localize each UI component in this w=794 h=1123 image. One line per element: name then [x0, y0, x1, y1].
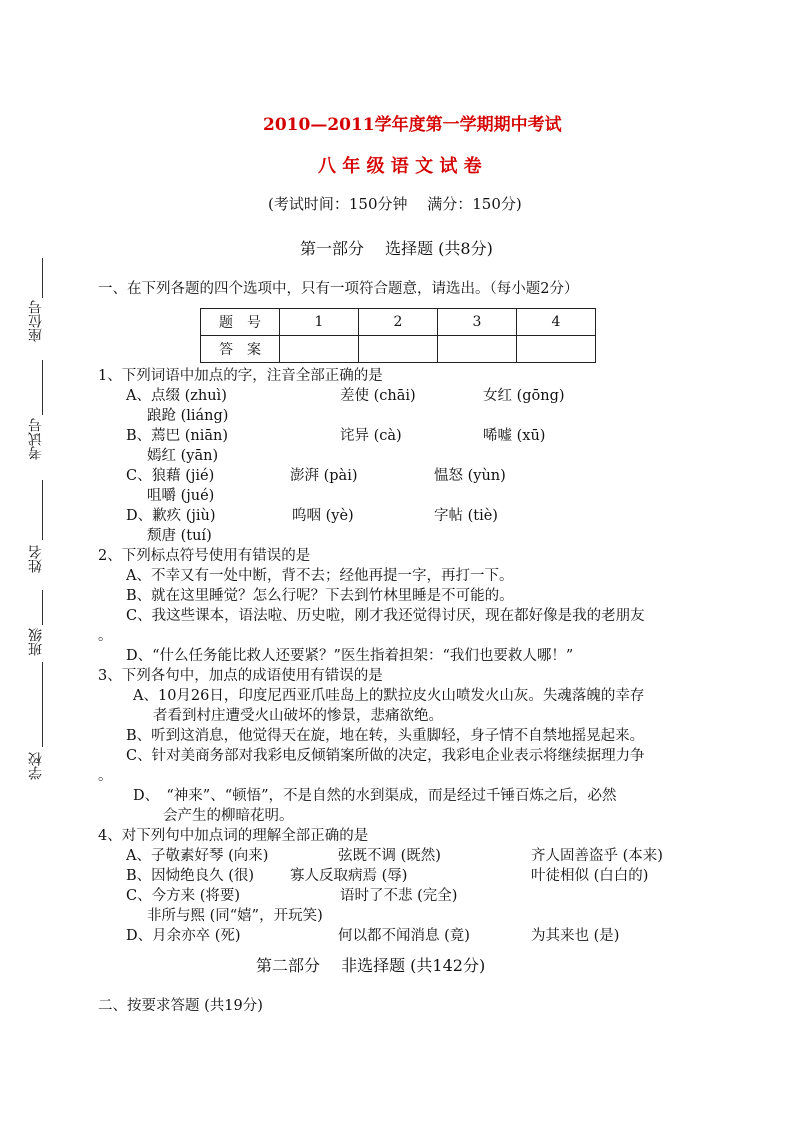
q1-option-d4: 颓唐 (tuí)	[147, 528, 212, 544]
school-label: 学校	[28, 752, 44, 780]
exam-number-line	[42, 360, 43, 415]
q3-option-d-cont: 会产生的柳暗花明。	[163, 808, 294, 824]
q1-option-c1: C、狼藉 (jié)	[126, 468, 215, 484]
q4-option-b1: B、因恸绝良久 (很)	[126, 868, 255, 884]
q2-option-c-tail: 。	[98, 628, 113, 644]
q2-option-a: A、不幸又有一处中断，背不去；经他再提一字，再打一下。	[126, 568, 514, 584]
seat-number-label: 座位号	[28, 300, 44, 342]
q1-option-a1: A、点缀 (zhuì)	[126, 388, 227, 404]
q3-option-c-tail: 。	[98, 768, 113, 784]
exam-info: (考试时间：150分钟 满分：150分)	[268, 195, 522, 213]
q1-option-b4: 嫣红 (yān)	[147, 448, 219, 464]
table-cell: 3	[438, 309, 517, 336]
q1-option-c2: 澎湃 (pài)	[290, 468, 358, 484]
q4-option-d2: 何以都不闻消息 (竟)	[338, 928, 470, 944]
part1-instruction: 一、在下列各题的四个选项中，只有一项符合题意，请选出。（每小题2分）	[98, 281, 579, 297]
class-label: 班级	[28, 628, 44, 656]
q3-option-b: B、听到这消息，他觉得天在旋，地在转，头重脚轻，身子情不自禁地摇晃起来。	[126, 728, 645, 744]
q1-option-d3: 字帖 (tiè)	[434, 508, 498, 524]
table-row-label: 答 案	[201, 336, 280, 363]
q4-option-c1: C、今方来 (将要)	[126, 888, 241, 904]
q2-stem: 2、下列标点符号使用有错误的是	[98, 548, 311, 564]
q3-option-d: D、 “神来”、“顿悟”，不是自然的水到渠成，而是经过千锤百炼之后，必然	[133, 788, 617, 804]
table-row-label: 题 号	[201, 309, 280, 336]
paper-subtitle: 八 年 级 语 文 试 卷	[318, 156, 482, 177]
q1-option-d2: 呜咽 (yè)	[292, 508, 354, 524]
q4-option-b3: 叶徒相似 (白白的)	[531, 868, 649, 884]
class-line	[42, 590, 43, 625]
q1-option-d1: D、歉疚 (jiù)	[126, 508, 216, 524]
section2-heading: 二、按要求答题 (共19分)	[98, 998, 263, 1014]
q2-option-b: B、就在这里睡觉？怎么行呢？下去到竹林里睡是不可能的。	[126, 588, 514, 604]
q3-option-c: C、针对美商务部对我彩电反倾销案所做的决定，我彩电企业表示将继续据理力争	[126, 748, 645, 764]
part2-heading: 第二部分 非选择题 (共142分)	[256, 956, 486, 975]
q1-option-b3: 唏嘘 (xū)	[483, 428, 546, 444]
answer-table	[200, 308, 596, 363]
q3-option-a-cont: 者看到村庄遭受火山破坏的惨景，悲痛欲绝。	[153, 708, 443, 724]
answer-cell-4[interactable]	[517, 336, 596, 363]
q3-stem: 3、下列各句中，加点的成语使用有错误的是	[98, 668, 383, 684]
q1-option-a3: 女红 (gōng)	[483, 388, 565, 404]
q1-option-b2: 诧异 (cà)	[340, 428, 402, 444]
q1-option-c4: 咀嚼 (jué)	[147, 488, 215, 504]
q4-option-a3: 齐人固善盗乎 (本来)	[531, 848, 663, 864]
name-line	[42, 480, 43, 540]
q4-option-b2: 寡人反取病焉 (辱)	[290, 868, 408, 884]
answer-cell-2[interactable]	[359, 336, 438, 363]
q1-option-a4: 踉跄 (liáng)	[147, 408, 229, 424]
q4-option-a1: A、子敬素好琴 (向来)	[126, 848, 269, 864]
table-cell: 4	[517, 309, 596, 336]
q4-option-d3: 为其来也 (是)	[531, 928, 620, 944]
school-line	[42, 662, 43, 747]
table-cell: 1	[280, 309, 359, 336]
q4-option-a2: 弦既不调 (既然)	[338, 848, 441, 864]
q1-option-b1: B、蔫巴 (niān)	[126, 428, 229, 444]
answer-cell-3[interactable]	[438, 336, 517, 363]
answer-cell-1[interactable]	[280, 336, 359, 363]
q4-option-c2: 语时了不悲 (完全)	[340, 888, 458, 904]
q4-option-c3: 非所与熙 (同“嬉”，开玩笑)	[147, 908, 323, 924]
part1-heading: 第一部分 选择题 (共8分)	[300, 239, 493, 258]
exam-number-label: 考试号	[28, 418, 44, 460]
table-cell: 2	[359, 309, 438, 336]
q4-stem: 4、对下列句中加点词的理解全部正确的是	[98, 828, 369, 844]
q1-option-c3: 愠怒 (yùn)	[434, 468, 506, 484]
q2-option-c: C、我这些课本，语法啦、历史啦，刚才我还觉得讨厌，现在都好像是我的老朋友	[126, 608, 645, 624]
q1-option-a2: 差使 (chāi)	[340, 388, 416, 404]
name-label: 姓名	[28, 545, 44, 573]
q4-option-d1: D、月余亦卒 (死)	[126, 928, 241, 944]
q2-option-d: D、“什么任务能比救人还要紧？”医生指着担架：“我们也要救人哪！”	[126, 648, 574, 664]
seat-number-line	[42, 258, 43, 298]
exam-title: 2010—2011学年度第一学期期中考试	[263, 115, 562, 135]
q1-stem: 1、下列词语中加点的字，注音全部正确的是	[98, 368, 383, 384]
q3-option-a: A、10月26日，印度尼西亚爪哇岛上的默拉皮火山喷发火山灰。失魂落魄的幸存	[133, 688, 645, 704]
